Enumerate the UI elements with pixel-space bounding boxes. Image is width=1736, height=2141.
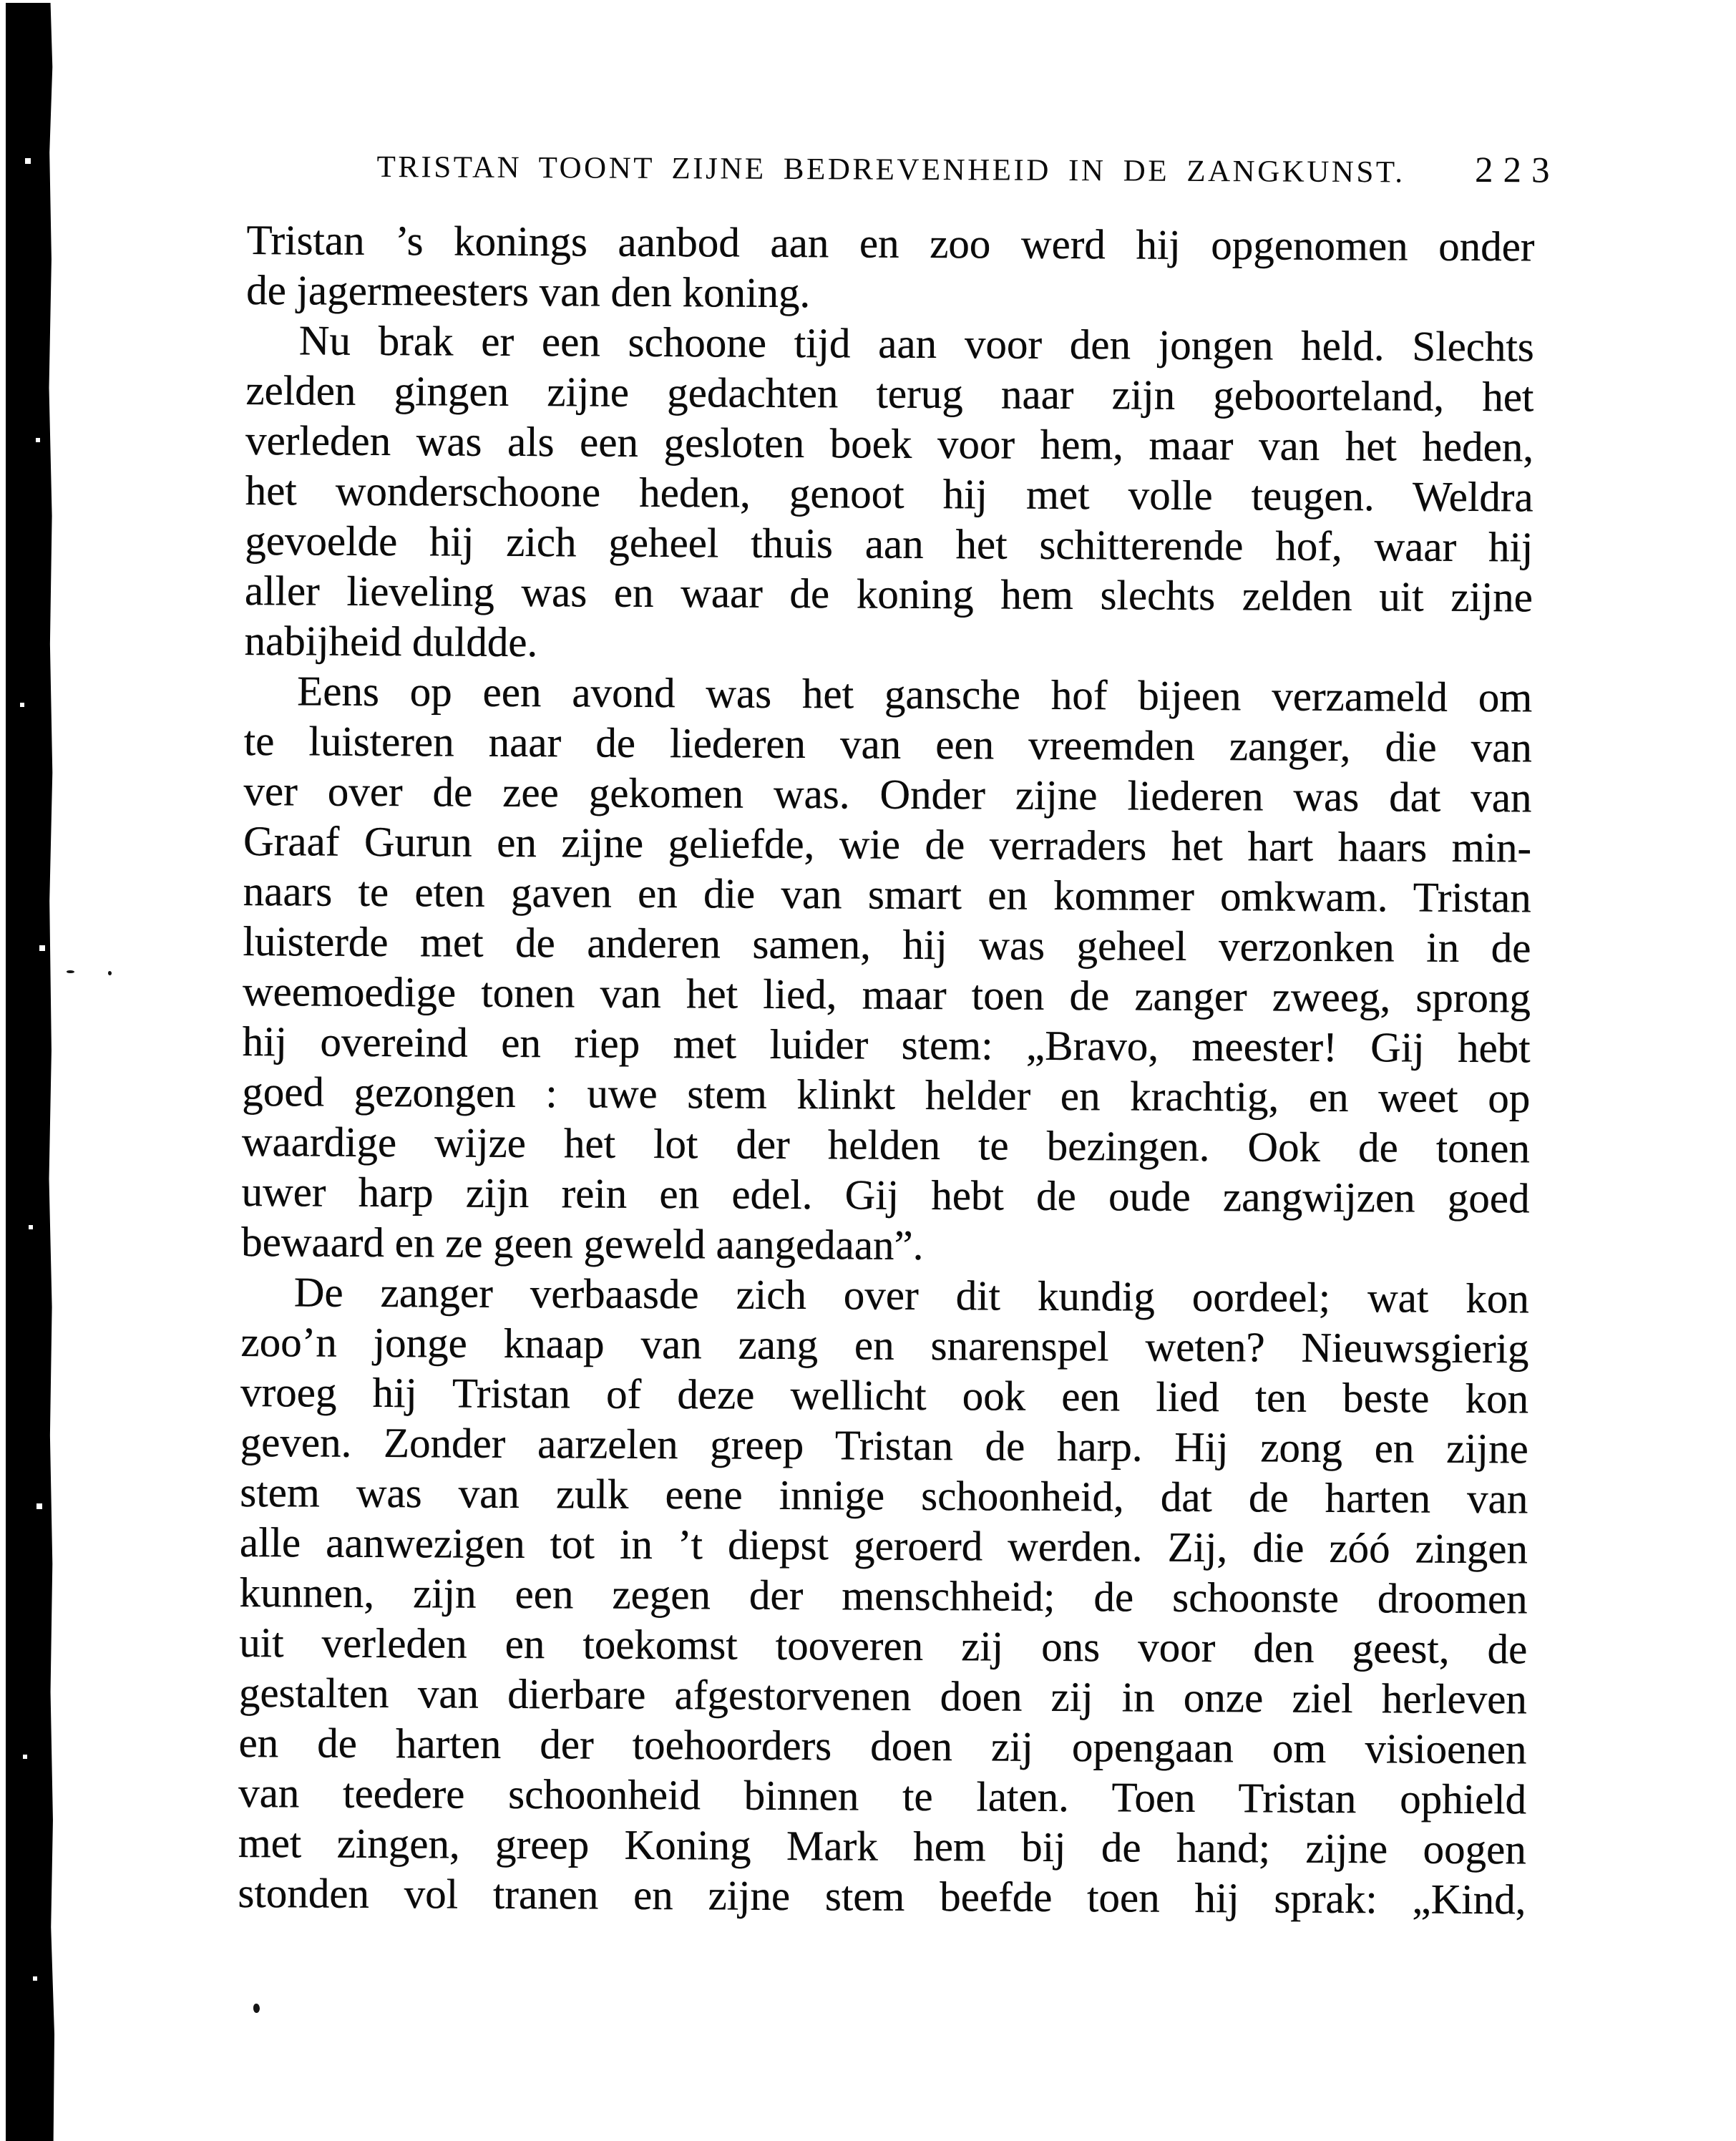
- text-line: zelden gingen zijne gedachten terug naar zijn geboorteland, het: [245, 366, 1534, 421]
- text-line: gestalten van dierbare afgestorvenen doen zij in onze ziel herleven: [238, 1668, 1528, 1723]
- text-line: Eens op een avond was het gansche hof bijeen verzameld om: [297, 667, 1533, 721]
- text-line: hij overeind en riep met luider stem: „Bravo, meester! Gij hebt: [242, 1017, 1531, 1072]
- text-line: en de harten der toehoorders doen zij opengaan om visioenen: [238, 1718, 1527, 1773]
- text-line: bewaard en ze geen geweld aangedaan”.: [241, 1217, 924, 1269]
- text-line: Graaf Gurun en zijne geliefde, wie de verraders het hart haars min-: [243, 816, 1532, 872]
- text-line: Nu brak er een schoone tijd aan voor den jongen held. Slechts: [298, 316, 1534, 371]
- page-number: 223: [1474, 150, 1560, 191]
- text-line: goed gezongen : uwe stem klinkt helder en krachtig, en weet op: [242, 1067, 1531, 1122]
- text-line: verleden was als een gesloten boek voor hem, maar van het heden,: [245, 416, 1534, 471]
- text-line: geven. Zonder aarzelen greep Tristan de harp. Hij zong en zijne: [240, 1418, 1528, 1473]
- text-line: alle aanwezigen tot in ’t diepst geroerd werden. Zij, die zóó zingen: [239, 1518, 1528, 1573]
- text-line: naars te eten gaven en die van smart en kommer omkwam. Tristan: [243, 867, 1531, 922]
- text-line: weemoedige tonen van het lied, maar toen de zanger zweeg, sprong: [242, 967, 1531, 1022]
- text-line: nabijheid duldde.: [244, 616, 538, 666]
- text-line: gevoelde hij zich geheel thuis aan het schitterende hof, waar hij: [245, 516, 1533, 571]
- text-line: het wonderschoone heden, genoot hij met volle teugen. Weldra: [245, 466, 1533, 521]
- text-line: kunnen, zijn een zegen der menschheid; de schoonste droomen: [239, 1568, 1528, 1623]
- text-line: luisterde met de anderen samen, hij was geheel verzonken in de: [243, 917, 1531, 972]
- running-title: TRISTAN TOONT ZIJNE BEDREVENHEID IN DE ZANGKUNST.: [376, 150, 1405, 190]
- text-line: stem was van zulk eene innige schoonheid, dat de harten van: [240, 1468, 1528, 1523]
- page-header: [247, 149, 1560, 205]
- text-line: uwer harp zijn rein en edel. Gij hebt de oude zangwijzen goed: [241, 1167, 1530, 1222]
- text-line: stonden vol tranen en zijne stem beefde toen hij sprak: „Kind,: [238, 1868, 1526, 1923]
- text-line: vroeg hij Tristan of deze wellicht ook een lied ten beste kon: [240, 1367, 1529, 1423]
- text-line: ver over de zee gekomen was. Onder zijne liederen was dat van: [243, 766, 1532, 821]
- ink-speck: [253, 2004, 260, 2013]
- ink-speck: [108, 971, 112, 975]
- text-line: van teedere schoonheid binnen te laten. Toen Tristan ophield: [238, 1768, 1527, 1823]
- text-line: aller lieveling was en waar de koning hem slechts zelden uit zijne: [244, 566, 1533, 621]
- body-text: [238, 215, 1534, 1924]
- text-line: zoo’n jonge knaap van zang en snarenspel weten? Nieuwsgierig: [240, 1317, 1529, 1372]
- text-line: uit verleden en toekomst tooveren zij ons voor den geest, de: [239, 1618, 1528, 1673]
- text-line: met zingen, greep Koning Mark hem bij de hand; zijne oogen: [238, 1818, 1526, 1873]
- text-line: Tristan ’s konings aanbod aan en zoo werd hij opgenomen onder: [246, 215, 1535, 270]
- text-line: te luisteren naar de liederen van een vreemden zanger, die van: [243, 716, 1533, 771]
- text-line: de jagermeesters van den koning.: [246, 265, 811, 317]
- ink-speck: [67, 970, 74, 973]
- text-line: waardige wijze het lot der helden te bezingen. Ook de tonen: [241, 1117, 1531, 1172]
- text-line: De zanger verbaasde zich over dit kundig oordeel; wat kon: [293, 1268, 1530, 1322]
